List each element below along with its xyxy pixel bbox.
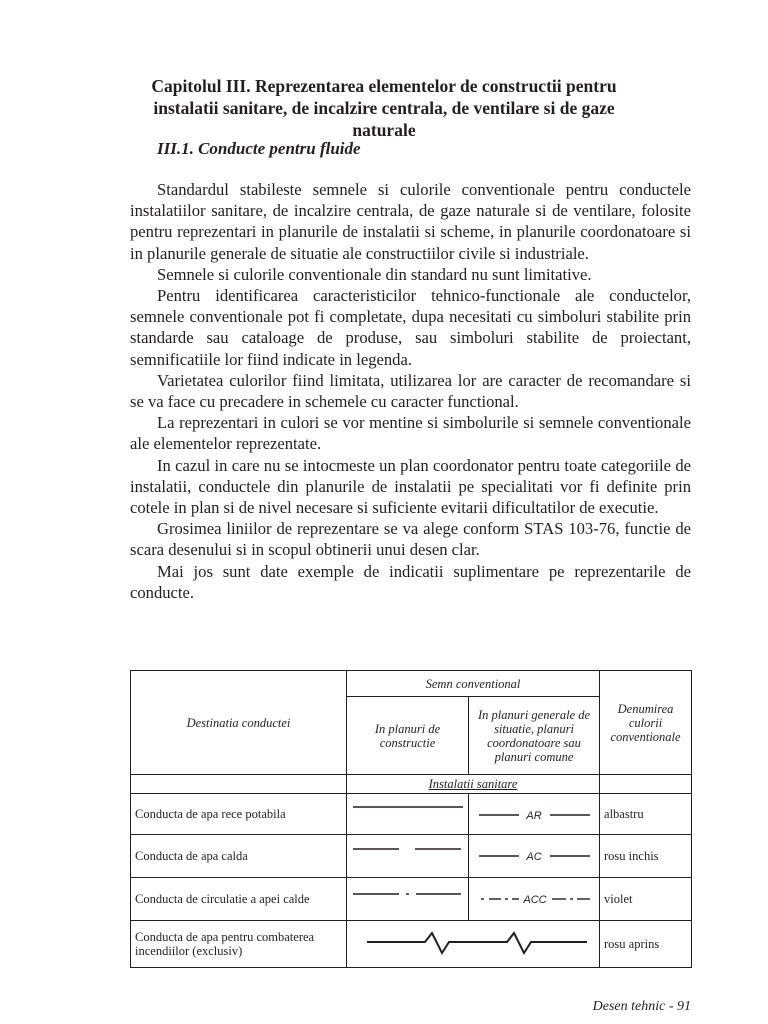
pipe-legend-table xyxy=(130,670,692,968)
row-color: rosu aprins xyxy=(600,921,692,968)
row-destination: Conducta de circulatie a apei calde xyxy=(131,878,347,921)
header-destination: Destinatia conductei xyxy=(131,671,347,775)
symbol-construction xyxy=(347,794,469,835)
row-destination: Conducta de apa pentru combaterea incendiilor (exclusiv) xyxy=(131,921,347,968)
table-row xyxy=(131,921,692,968)
paragraph: Standardul stabileste semnele si culorile conventionale pentru conductele instalatiilor sanitare, de incalzire centrala, de gaze naturale si de ventilare, folosite pentru reprezentari in planurile de instalatii si scheme, in planurile coordonatoare si in planurile generale de situatie ale constructiilor civile si industriale. xyxy=(130,180,691,263)
header-sign: Semn conventional xyxy=(347,671,600,697)
header-color-name: Denumirea culorii conventionale xyxy=(600,671,692,775)
symbol-code: AR xyxy=(526,810,542,822)
row-color: violet xyxy=(600,878,692,921)
header-in-construction: In planuri de constructie xyxy=(347,697,469,775)
table-row xyxy=(131,878,692,921)
paragraph: In cazul in care nu se intocmeste un plan coordonator pentru toate categoriile de instalatii, conductele din planurile de instalatii pe specialitati vor fi definite prin cotele in plan si de nivel necesare si suficiente evitarii dificultatilor de executie. xyxy=(130,455,691,518)
table-row xyxy=(131,835,692,878)
symbol-code: ACC xyxy=(523,894,547,906)
symbol-code: AC xyxy=(526,851,542,863)
symbol-construction xyxy=(347,878,469,921)
paragraph: Grosimea liniilor de reprezentare se va alege conform STAS 103-76, functie de scara desenului si in scopul obtinerii unui desen clar. xyxy=(130,519,691,560)
row-destination: Conducta de apa rece potabila xyxy=(131,794,347,835)
row-color: albastru xyxy=(600,794,692,835)
table-row xyxy=(131,794,692,835)
section-label: Instalatii sanitare xyxy=(428,777,518,791)
row-color: rosu inchis xyxy=(600,835,692,878)
header-in-general: In planuri generale de situatie, planuri coordonatoare sau planuri comune xyxy=(469,697,600,775)
page-footer: Desen tehnic - 91 xyxy=(592,999,691,1014)
symbol-general xyxy=(469,835,600,878)
section-title: III.1. Conducte pentru fluide xyxy=(157,139,361,158)
symbol-fire-line xyxy=(347,921,600,968)
symbol-construction xyxy=(347,835,469,878)
paragraph: Mai jos sunt date exemple de indicatii suplimentare pe reprezentarile de conducte. xyxy=(130,561,691,602)
paragraph: Semnele si culorile conventionale din standard nu sunt limitative. xyxy=(157,264,592,284)
body-text xyxy=(130,179,691,603)
symbol-general xyxy=(469,878,600,921)
row-destination: Conducta de apa calda xyxy=(131,835,347,878)
chapter-title: Capitolul III. Reprezentarea elementelor de constructii pentru instalatii sanitare, de incalzire centrala, de ventilare si de gaze naturale xyxy=(151,76,617,140)
paragraph: La reprezentari in culori se vor mentine si simbolurile si semnele conventionale ale elementelor reprezentate. xyxy=(130,413,691,454)
paragraph: Pentru identificarea caracteristicilor tehnico-functionale ale conductelor, semnele conventionale pot fi completate, dupa necesitati cu simboluri stabilite prin standarde sau cataloage de produse, sau simboluri stabilite de proiectant, semnificatiile lor fiind indicate in legenda. xyxy=(130,286,691,369)
symbol-general xyxy=(469,794,600,835)
paragraph: Varietatea culorilor fiind limitata, utilizarea lor are caracter de recomandare si se va face cu precadere in schemele cu caracter functional. xyxy=(130,370,691,412)
